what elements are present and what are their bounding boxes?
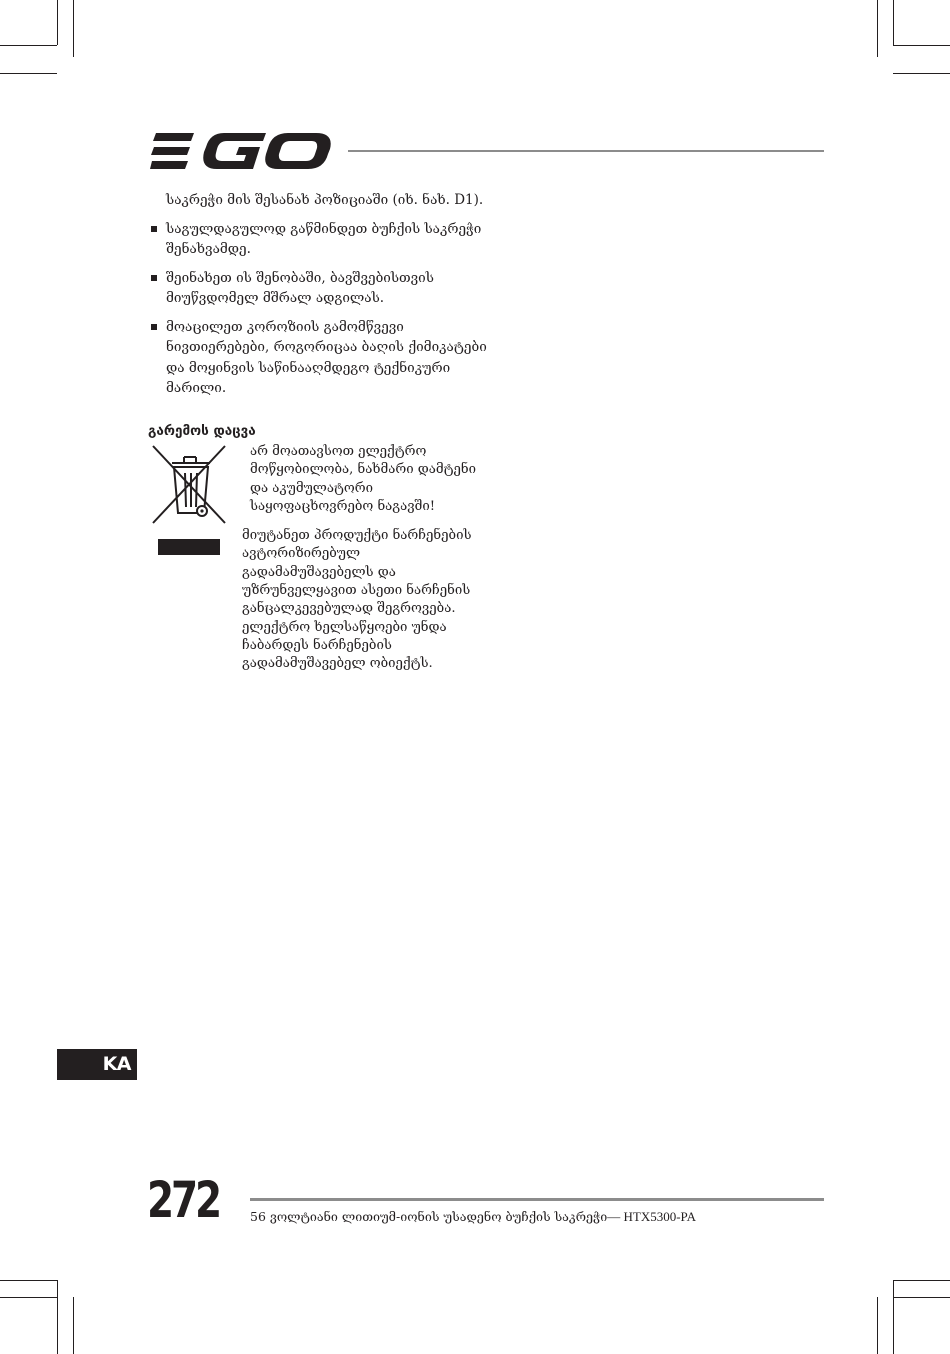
crop-mark (893, 73, 950, 74)
list-item (148, 268, 488, 309)
list-item (148, 317, 488, 399)
list-item (148, 219, 488, 260)
footer-product-text: 56 ვოლტიანი ლითიუმ-იონის უსადენო ბუჩქის საკრეჭი (250, 1209, 608, 1224)
main-content (148, 190, 488, 407)
crop-mark (893, 45, 950, 46)
storage-bullet-list (148, 219, 488, 399)
footer-rule (250, 1198, 824, 1201)
section-heading: გარემოს დაცვა (148, 423, 256, 439)
bullet-square-icon (151, 275, 157, 281)
bullet-text: მოაცილეთ კოროზიის გამომწვევი ნივთიერებები, როგორიცაა ბაღის ქიმიკატები და მოყინვის საწინააღმდეგო ტექნიკური მარილი. (166, 318, 487, 396)
ego-logo (150, 130, 332, 172)
weee-underline-bar (158, 539, 220, 555)
crop-mark (0, 1280, 57, 1281)
footer-model-text: — HTX5300-PA (607, 1209, 696, 1224)
continuation-text: საკრეჭი მის შესანახ პოზიციაში (იხ. ნახ. D1). (166, 192, 484, 208)
crop-mark (877, 0, 878, 57)
footer-product-title (250, 1208, 696, 1226)
crop-mark (73, 1297, 74, 1354)
language-tab: KA (57, 1049, 137, 1080)
crop-mark (877, 1297, 878, 1354)
bullet-square-icon (151, 324, 157, 330)
bullet-square-icon (151, 226, 157, 232)
crop-mark (893, 1297, 950, 1298)
crop-mark (893, 0, 894, 45)
environment-paragraph: მიუტანეთ პროდუქტი ნარჩენების ავტორიზირებულ გადამამუშავებელს და უზრუნველყავით ასეთი ნარჩენის განცალკევებულად შეგროვება. ელექტრო ხელსაწყოები უნდა ჩაბარდეს ნარჩენების გადამამუშავებელ ობიექტს. (242, 528, 472, 672)
crop-mark (893, 1280, 894, 1354)
crop-mark (893, 1280, 950, 1281)
crop-mark (57, 1280, 58, 1354)
bullet-text: საგულდაგულოდ გაწმინდეთ ბუჩქის საკრეჭი შენახვამდე. (166, 220, 482, 257)
crop-mark (0, 1297, 57, 1298)
crop-mark (57, 0, 58, 45)
page-number: 272 (147, 1171, 220, 1229)
environment-paragraph: არ მოათავსოთ ელექტრო მოწყობილობა, ნახმარი დამტენი და აკუმულატორი საყოფაცხოვრებო ნაგავში! (250, 444, 476, 514)
crop-mark (73, 0, 74, 57)
header-rule (348, 150, 824, 152)
environment-text (242, 443, 487, 685)
bullet-text: შეინახეთ ის შენობაში, ბავშვებისთვის მიუწვდომელ მშრალ ადგილას. (166, 269, 434, 306)
crop-mark (0, 45, 57, 46)
crop-mark (0, 73, 57, 74)
